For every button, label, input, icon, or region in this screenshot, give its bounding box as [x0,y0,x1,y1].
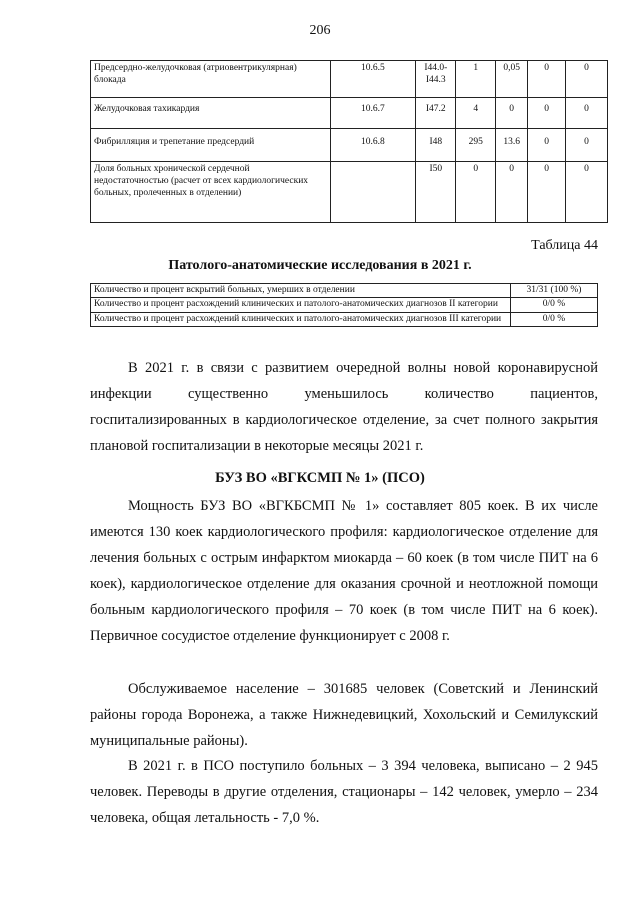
row-value: 4 [456,98,496,129]
table-row [91,98,608,129]
paragraph-admissions: В 2021 г. в ПСО поступило больных – 3 394 человека, выписано – 2 945 человек. Переводы в другие отделения, стационары – 142 человек, умерло – 234 человека, общая летальность - 7,0 %. [90,758,598,826]
paragraph-covid-impact: В 2021 г. в связи с развитием очередной волны новой коронавирусной инфекции существенно уменьшилось количество пациентов, госпитализированных в кардиологическое отделение, за счет полного закрытия плановой госпитализации в некоторые месяцы 2021 г. [90,360,598,454]
row-code: 10.6.7 [330,98,416,129]
paragraph-capacity: Мощность БУЗ ВО «ВГКБСМП № 1» составляет 805 коек. В их числе имеются 130 коек кардиологического профиля: кардиологическое отделение для лечения больных с острым инфарктом миокарда – 60 коек (в том числе ПИТ на 6 коек), кардиологическое отделение для оказания срочной и неотложной помощи больным кардиологического профиля – 70 коек (в том числе ПИТ на 6 коек). Первичное сосудистое отделение функционирует с 2008 г. [90,498,598,644]
autopsy-table [90,283,598,327]
row-name: Желудочковая тахикардия [91,98,331,129]
row-value: 0 [496,98,528,129]
row-name: Количество и процент расхождений клинических и патолого-анатомических диагнозов III категории [91,312,511,326]
table-row [91,61,608,98]
row-name: Фибрилляция и трепетание предсердий [91,129,331,162]
row-value: 0/0 % [511,312,598,326]
row-value: 31/31 (100 %) [511,284,598,298]
row-code: 10.6.5 [330,61,416,98]
table-row [91,129,608,162]
diagnosis-stats-table [90,60,608,223]
row-name: Предсердно-желудочковая (атриовентрикулярная) блокада [91,61,331,98]
page-number: 206 [309,23,331,38]
table-row [91,162,608,223]
row-value: 0 [566,162,608,223]
row-name: Доля больных хронической сердечной недостаточностью (расчет от всех кардиологических больных, пролеченных в отделении) [91,162,331,223]
table-label: Таблица 44 [531,238,598,253]
row-value: 13.6 [496,129,528,162]
row-icd: I48 [416,129,456,162]
table-row [91,284,598,298]
row-value: 0 [528,98,566,129]
row-name: Количество и процент расхождений клинических и патолого-анатомических диагнозов II категории [91,298,511,312]
row-icd: I47.2 [416,98,456,129]
row-value: 0 [456,162,496,223]
table-row [91,298,598,312]
row-code [330,162,416,223]
row-value: 0 [496,162,528,223]
row-value: 0,05 [496,61,528,98]
row-code: 10.6.8 [330,129,416,162]
section-heading: БУЗ ВО «ВГКСМП № 1» (ПСО) [215,470,425,486]
row-value: 0 [528,61,566,98]
row-icd: I44.0-I44.3 [416,61,456,98]
row-name: Количество и процент вскрытий больных, умерших в отделении [91,284,511,298]
paragraph-population: Обслуживаемое население – 301685 человек (Советский и Ленинский районы города Воронежа, а также Нижнедевицкий, Хохольский и Семилукский муниципальные районы). [90,681,598,749]
table-title: Патолого-анатомические исследования в 2021 г. [168,258,472,273]
row-value: 0 [566,61,608,98]
table-row [91,312,598,326]
row-value: 0 [528,162,566,223]
row-value: 0 [528,129,566,162]
row-icd: I50 [416,162,456,223]
row-value: 295 [456,129,496,162]
row-value: 0/0 % [511,298,598,312]
row-value: 0 [566,129,608,162]
row-value: 1 [456,61,496,98]
row-value: 0 [566,98,608,129]
